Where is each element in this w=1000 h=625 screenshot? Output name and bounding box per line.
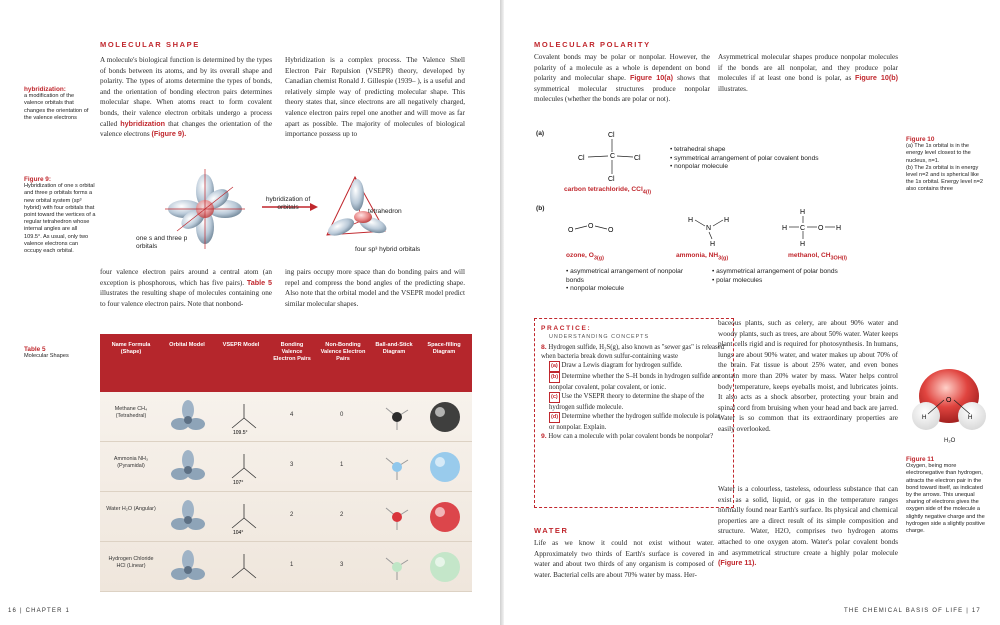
ball-stick-icon bbox=[380, 550, 414, 584]
molecular-shape-col2: Hybridization is a complex process. The Valence Shell Electron Pair Repulsion (VSEPR) theory, developed by Canadian chemist Ronald J. Gillespie (1939– ), is a useful and relatively simple way of predicting molecular shape. This theory states that, since electrons are all negatively charged, valence electron pairs repel one another and will move as far apart as possible. The majority of molecules of biological importance possess up to bbox=[285, 56, 465, 139]
lower-col1 bbox=[100, 267, 272, 309]
lower-col1-a: four valence electron pairs around a central atom (an exception is phosphorous, which has five pairs). bbox=[100, 268, 272, 287]
fig10b-right-bullet: • asymmetrical arrangement of polar bonds bbox=[712, 268, 838, 275]
svg-text:O: O bbox=[588, 223, 594, 230]
col-header-vsepr: VSEPR Model bbox=[222, 342, 260, 348]
table-body bbox=[100, 392, 472, 592]
figure-10b-ref[interactable]: Figure 10(b) bbox=[854, 73, 898, 83]
vsepr-model-icon bbox=[224, 548, 264, 586]
practice-item: (b) Determine whether the S–H bonds in hydrogen sulfide are nonpolar covalent, polar covalent, or ionic. bbox=[549, 373, 721, 391]
svg-text:H: H bbox=[782, 225, 788, 232]
svg-text:H: H bbox=[836, 225, 842, 232]
svg-text:H: H bbox=[710, 241, 716, 248]
col-header-ball-stick: Ball-and-Stick Diagram bbox=[375, 342, 413, 355]
svg-text:O: O bbox=[568, 227, 574, 234]
fig10b-left-bullet: • nonpolar molecule bbox=[566, 285, 625, 293]
table-5-title: Molecular Shapes bbox=[24, 353, 69, 360]
svg-text:C: C bbox=[610, 153, 616, 160]
water-polarity-diagram bbox=[904, 362, 994, 444]
col-header-orbital: Orbital Model bbox=[169, 342, 205, 348]
svg-text:H: H bbox=[724, 217, 730, 224]
orbital-model-icon bbox=[168, 448, 208, 486]
sidebar-definition: a modification of the valence orbitals that changes the orientation of the valence electrons bbox=[24, 93, 89, 121]
svg-text:O: O bbox=[946, 397, 952, 404]
right-page bbox=[504, 0, 1000, 625]
col-header-space-filling: Space-filling Diagram bbox=[427, 342, 461, 355]
bonding-pairs: 4 bbox=[290, 412, 294, 418]
section-title-water: WATER bbox=[534, 526, 569, 535]
col-header-name: Name Formula (Shape) bbox=[111, 342, 151, 355]
ammonia-sub: 3(g) bbox=[718, 255, 729, 262]
figure-11-label: Figure 11 bbox=[906, 456, 935, 463]
molecular-shapes-table bbox=[100, 334, 472, 592]
figure-10-caption bbox=[906, 136, 984, 194]
svg-text:O: O bbox=[608, 227, 614, 234]
col-header-nonbonding: Non-Bonding Valence Electron Pairs bbox=[320, 342, 366, 362]
svg-text:C: C bbox=[800, 225, 806, 232]
figure-10-a-text: (a) The 1s orbital is in the energy level closest to the nucleus, n=1. bbox=[906, 143, 971, 164]
fig10a-bullet: • nonpolar molecule bbox=[670, 163, 729, 171]
polarity-col1-b: shows that symmetrical molecular structures produce nonpolar molecules (whether the bonds are polar or not). bbox=[534, 74, 710, 104]
orbital-model-icon bbox=[168, 498, 208, 536]
svg-text:Cl: Cl bbox=[634, 155, 641, 162]
fig9-left-label: one s and three p orbitals bbox=[136, 235, 188, 250]
running-head: THE CHEMICAL BASIS OF LIFE bbox=[844, 608, 964, 614]
lower-col2: ing pairs occupy more space than do bonding pairs and will repel and compress the bond angles of the predicting shape. Also note that the orbital model and the VSEPR model predict similar molecular shapes. bbox=[285, 268, 465, 308]
fig10a-bullets bbox=[670, 146, 840, 172]
figure-9-label: Figure 9: bbox=[24, 176, 51, 183]
practice-subtitle: UNDERSTANDING CONCEPTS bbox=[549, 334, 650, 340]
polarity-col2-b: illustrates. bbox=[718, 84, 748, 93]
figure-10a-ref[interactable]: Figure 10(a) bbox=[630, 73, 674, 83]
methanol-sub: 3OH(l) bbox=[830, 255, 847, 262]
svg-text:H: H bbox=[922, 415, 927, 421]
molecule-name: Ammonia NH₃ (Pyramidal) bbox=[113, 456, 149, 469]
practice-item: (c) Use the VSEPR theory to determine the shape of the hydrogen sulfide molecule. bbox=[549, 393, 705, 411]
practice-item: (d) Determine whether the hydrogen sulfide molecule is polar or nonpolar. Explain. bbox=[549, 413, 721, 431]
figure-11-ref[interactable]: (Figure 11). bbox=[718, 558, 757, 568]
lower-col1-b: illustrates the resulting shape of molecules containing one to four valence electron pairs. Note that nonbond- bbox=[100, 289, 272, 308]
water-col2-lower-a: Water is a colourless, tasteless, odourless substance that can exist as a solid, liquid, or gas in the temperature ranges normally found near Earth's surface. Its physical and chemical properties are a direct result of its simple composition and structure. Water, H2O, comprises two hydrogen atoms attached to one oxygen atom. Water's polar covalent bonds and asymmetrical structure create a highly polar molecule bbox=[718, 485, 898, 557]
right-folio bbox=[844, 608, 981, 614]
methanol-name: methanol, CH bbox=[788, 252, 831, 259]
orbital-model-icon bbox=[168, 548, 208, 586]
water-col1: Life as we know it could not exist without water. Approximately two thirds of Earth's surface is covered in water and about two thirds of any organism is composed of water. Bacterial cells are about 70% water by mass. Her- bbox=[534, 539, 714, 579]
svg-text:H: H bbox=[800, 209, 806, 216]
table-5-caption bbox=[24, 346, 94, 360]
figure-10-label: Figure 10 bbox=[906, 136, 935, 143]
vsepr-model-icon bbox=[224, 448, 264, 486]
col1-text-b: that changes the orientation of the valence electrons bbox=[100, 119, 273, 139]
space-filling-icon bbox=[426, 498, 464, 536]
col1-text-a: A molecule's biological function is determined by the types of bonds between its atoms, and by its overall shape and polarity. The types of atoms determine the types of bonds, and the orientation of bonding electron pairs determines molecular shape. When atoms react to form covalent bonds, their valence electron orbitals undergo a process called bbox=[100, 56, 272, 128]
fig10a-bullet: • tetrahedral shape bbox=[670, 146, 726, 153]
fig10b-left-bullets bbox=[566, 268, 696, 294]
fig10b-left-bullet: • asymmetrical arrangement of nonpolar bonds bbox=[566, 268, 684, 284]
molecule-name: Hydrogen Chloride HCl (Linear) bbox=[108, 556, 154, 569]
left-folio: 16 | CHAPTER 1 bbox=[8, 608, 71, 614]
ccl4-structure bbox=[564, 128, 664, 186]
table-row bbox=[100, 442, 472, 492]
practice-title: PRACTICE: bbox=[541, 325, 592, 332]
polarity-col2 bbox=[718, 52, 898, 94]
bond-angle: 104° bbox=[233, 530, 244, 536]
nonbonding-pairs: 2 bbox=[340, 512, 344, 518]
bond-angle: 109.5° bbox=[233, 430, 248, 436]
figure-11-caption bbox=[906, 456, 988, 535]
fig10b-right-bullet: • polar molecules bbox=[712, 276, 763, 284]
fig9-tetra-label: tetrahedron bbox=[368, 208, 402, 215]
polarity-col2-a: Asymmetrical molecular shapes produce nonpolar molecules if the bonds are all nonpolar, and they produce polar molecules if at least one bond is polar, as bbox=[718, 53, 898, 83]
nonbonding-pairs: 1 bbox=[340, 462, 344, 468]
bonding-pairs: 2 bbox=[290, 512, 294, 518]
fig10a-bullet: • symmetrical arrangement of polar covalent bonds bbox=[670, 154, 819, 162]
ammonia-label bbox=[676, 252, 728, 261]
table-row bbox=[100, 492, 472, 542]
nonbonding-pairs: 0 bbox=[340, 412, 344, 418]
svg-text:H: H bbox=[968, 415, 973, 421]
practice-q8: 8. Hydrogen sulfide, H₂S(g), also known as "sewer gas" is released when bacteria break down sulfur-containing waste bbox=[541, 344, 725, 360]
water-col2-lower bbox=[718, 484, 898, 569]
svg-text:Cl: Cl bbox=[608, 176, 615, 183]
ozone-sub: 3(g) bbox=[593, 255, 604, 262]
ammonia-name: ammonia, NH bbox=[676, 252, 719, 259]
fig9-arrow-label: hybridization of orbitals bbox=[265, 196, 311, 211]
table-row bbox=[100, 542, 472, 592]
figure-11-text: Oxygen, being more electronegative than hydrogen, attracts the electron pair in the bond toward itself, as indicated by the arrows. This unequal sharing of electrons gives the oxygen side of the molecule a slightly negative charge and the hydrogen side a slightly positive charge. bbox=[906, 463, 985, 535]
col-header-bonding: Bonding Valence Electron Pairs bbox=[273, 342, 311, 362]
hybridization-term: hybridization bbox=[120, 118, 165, 128]
molecule-name: Methane CH₄ (Tetrahedral) bbox=[114, 406, 148, 419]
table-header-row bbox=[100, 334, 472, 392]
figure-9-ref[interactable]: (Figure 9). bbox=[151, 129, 187, 139]
svg-text:N: N bbox=[706, 225, 712, 232]
fig10b-structures bbox=[564, 208, 894, 250]
table-5-ref[interactable]: Table 5 bbox=[246, 277, 273, 287]
water-col2-upper: baceous plants, such as celery, are about 90% water and woody plants, such as trees, are about 50% water. Water keeps plant cells rigid and is required for photosynthesis. In humans, lungs are about 90% water, and water makes up about 70% of the brain. Fat tissue is about 25% water, and even bones contain more than 20% water by mass. Water helps control body temperature, keeps eyeballs moist, and lubricates joints. It also acts as a shock absorber, protecting your brain and spinal cord from bruising when your head and back are jarred. Water is so common that its extraordinary properties are easily overlooked. bbox=[718, 319, 898, 433]
vsepr-model-icon bbox=[224, 498, 264, 536]
section-title-molecular-shape: MOLECULAR SHAPE bbox=[100, 40, 200, 49]
orbital-model-icon bbox=[168, 398, 208, 436]
space-filling-icon bbox=[426, 398, 464, 436]
bonding-pairs: 3 bbox=[290, 462, 294, 468]
methanol-label bbox=[788, 252, 847, 261]
sidebar-term: hybridization: bbox=[24, 86, 66, 93]
practice-questions bbox=[541, 343, 727, 441]
fig10a-tag: (a) bbox=[536, 130, 545, 137]
figure-10-b-text: (b) The 2s orbital is in energy level n=2 and is spherical like the 1s orbital. Energy level n=2 also contains three bbox=[906, 164, 983, 193]
svg-text:O: O bbox=[818, 225, 824, 232]
practice-box bbox=[534, 318, 734, 508]
ccl4-sub: 4(l) bbox=[642, 189, 652, 196]
bonding-pairs: 1 bbox=[290, 562, 294, 568]
figure-9-text: Hybridization of one s orbital and three p orbitals forms a new orbital system (sp³ hybrid) with four orbitals that point toward the vertices of a regular tetrahedron whose internal angles are all 109.5°. As usual, only two valence electrons can occupy each orbital. bbox=[24, 183, 96, 255]
polarity-col1 bbox=[534, 52, 710, 105]
table-5-label: Table 5 bbox=[24, 346, 46, 353]
ozone-name: ozone, O bbox=[566, 252, 594, 259]
ball-stick-icon bbox=[380, 400, 414, 434]
figure-9-caption bbox=[24, 176, 96, 255]
bond-angle: 107° bbox=[233, 480, 244, 486]
section-title-molecular-polarity: MOLECULAR POLARITY bbox=[534, 40, 651, 49]
svg-text:H: H bbox=[800, 241, 806, 248]
svg-text:Cl: Cl bbox=[608, 132, 615, 139]
practice-q9: 9. How can a molecule with polar covalent bonds be nonpolar? bbox=[541, 433, 714, 440]
space-filling-icon bbox=[426, 448, 464, 486]
ball-stick-icon bbox=[380, 500, 414, 534]
nonbonding-pairs: 3 bbox=[340, 562, 344, 568]
svg-text:H: H bbox=[688, 217, 694, 224]
page-number: | 17 bbox=[966, 608, 981, 614]
space-filling-icon bbox=[426, 548, 464, 586]
fig10b-tag: (b) bbox=[536, 205, 545, 212]
svg-text:Cl: Cl bbox=[578, 155, 585, 162]
practice-item: (a) Draw a Lewis diagram for hydrogen sulfide. bbox=[541, 361, 727, 372]
ccl4-name: carbon tetrachloride, CCl bbox=[564, 186, 643, 193]
vsepr-model-icon bbox=[224, 398, 264, 436]
table-row bbox=[100, 392, 472, 442]
polarity-col1-a: Covalent bonds may be polar or nonpolar. However, the polarity of a molecule as a whole is dependent on bond polarity and molecular shape. bbox=[534, 53, 710, 83]
ccl4-label bbox=[564, 186, 651, 195]
molecular-shape-col1 bbox=[100, 55, 272, 140]
fig11-formula: H₂O bbox=[944, 438, 956, 444]
molecule-name: Water H₂O (Angular) bbox=[106, 506, 156, 512]
fig9-right-label: four sp³ hybrid orbitals bbox=[355, 246, 421, 253]
fig10b-right-bullets bbox=[712, 268, 882, 285]
sidebar-hybridization-definition bbox=[24, 86, 94, 122]
ball-stick-icon bbox=[380, 450, 414, 484]
ozone-label bbox=[566, 252, 604, 261]
